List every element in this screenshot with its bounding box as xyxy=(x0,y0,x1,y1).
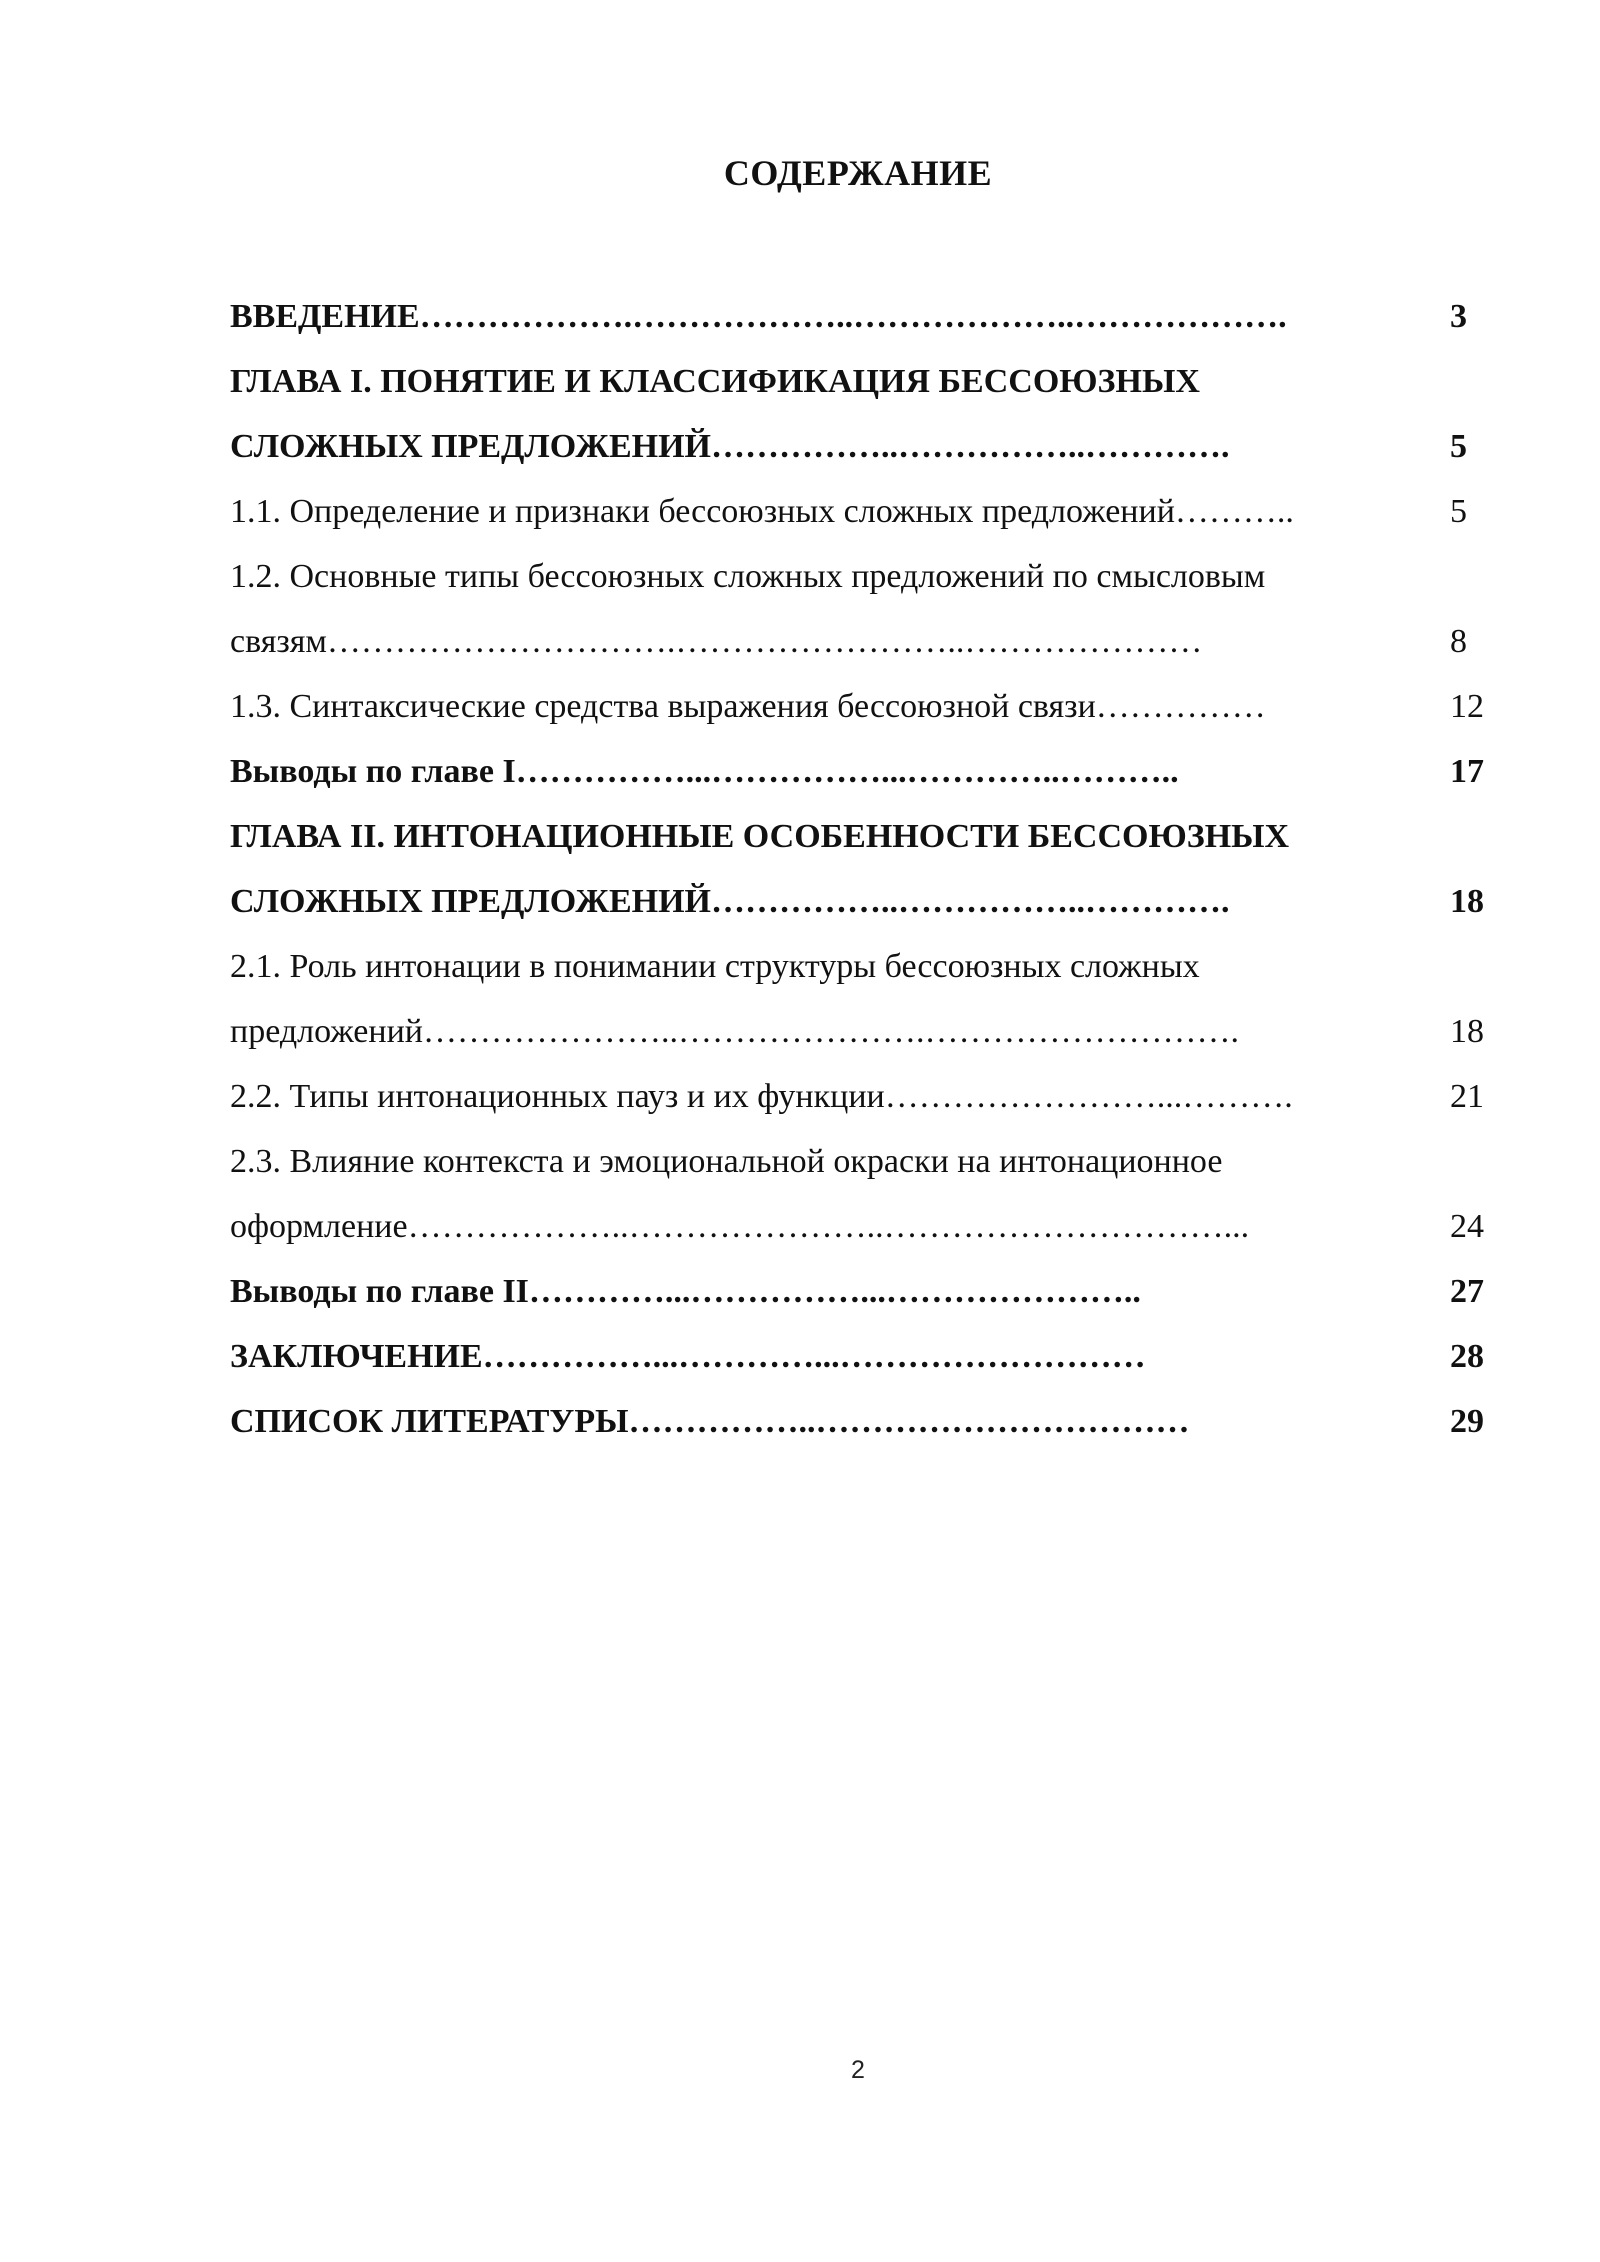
toc-entry-text: Выводы по главе I……………...……………...…………..……….. xyxy=(230,753,1179,790)
toc-line xyxy=(230,1389,1490,1454)
toc-line xyxy=(230,1324,1490,1389)
page-title: СОДЕРЖАНИЕ xyxy=(723,153,993,193)
toc-line xyxy=(230,1259,1490,1324)
toc-entry-text: предложений…………………..………………….………………………. xyxy=(230,1013,1239,1050)
toc-line xyxy=(230,414,1490,479)
toc-entry-text: 2.2. Типы интонационных пауз и их функции……………………...………. xyxy=(230,1078,1293,1115)
toc-entry-text: оформление………………..…………………..…………………………... xyxy=(230,1208,1250,1245)
toc-entry-text: ЗАКЛЮЧЕНИЕ……………...…………...……………………… xyxy=(230,1338,1146,1375)
toc-page-number: 5 xyxy=(1450,493,1467,530)
toc-page-number: 17 xyxy=(1450,753,1484,790)
toc-line xyxy=(230,544,1490,609)
toc-line xyxy=(230,349,1490,414)
toc-page-number: 8 xyxy=(1450,623,1467,660)
toc-entry-text: СЛОЖНЫХ ПРЕДЛОЖЕНИЙ……………..……………..…………. xyxy=(230,883,1230,920)
toc-page-number: 28 xyxy=(1450,1338,1484,1375)
toc-line xyxy=(230,609,1490,674)
toc-entry-text: Выводы по главе II…………...……………...………………….. xyxy=(230,1273,1141,1310)
toc-entry-text: ВВЕДЕНИЕ……………….………………..………………..………………. xyxy=(230,298,1287,335)
toc-line xyxy=(230,1064,1490,1129)
toc-entry-text: ГЛАВА II. ИНТОНАЦИОННЫЕ ОСОБЕННОСТИ БЕССОЮЗНЫХ xyxy=(230,818,1290,855)
toc-page-number: 3 xyxy=(1450,298,1467,335)
toc-page-number: 29 xyxy=(1450,1403,1484,1440)
toc-line xyxy=(230,1194,1490,1259)
toc-entry-text: 2.3. Влияние контекста и эмоциональной окраски на интонационное xyxy=(230,1143,1223,1180)
table-of-contents xyxy=(230,284,1490,1454)
toc-entry-text: СПИСОК ЛИТЕРАТУРЫ……………..…………………………… xyxy=(230,1403,1190,1440)
toc-page-number: 27 xyxy=(1450,1273,1484,1310)
toc-page-number: 5 xyxy=(1450,428,1467,465)
toc-entry-text: 1.1. Определение и признаки бессоюзных сложных предложений……….. xyxy=(230,493,1294,530)
toc-line xyxy=(230,284,1490,349)
toc-line xyxy=(230,739,1490,804)
toc-entry-text: 1.2. Основные типы бессоюзных сложных предложений по смысловым xyxy=(230,558,1266,595)
toc-line xyxy=(230,934,1490,999)
toc-entry-text: 1.3. Синтаксические средства выражения бессоюзной связи…………… xyxy=(230,688,1266,725)
toc-entry-text: связям………………………….……………………..………………… xyxy=(230,623,1203,660)
toc-entry-text: СЛОЖНЫХ ПРЕДЛОЖЕНИЙ……………..……………..…………. xyxy=(230,428,1230,465)
toc-line xyxy=(230,479,1490,544)
toc-line xyxy=(230,869,1490,934)
toc-page-number: 18 xyxy=(1450,883,1484,920)
toc-entry-text: ГЛАВА I. ПОНЯТИЕ И КЛАССИФИКАЦИЯ БЕССОЮЗНЫХ xyxy=(230,363,1200,400)
toc-line xyxy=(230,999,1490,1064)
toc-page-number: 12 xyxy=(1450,688,1484,725)
toc-entry-text: 2.1. Роль интонации в понимании структуры бессоюзных сложных xyxy=(230,948,1200,985)
toc-line xyxy=(230,804,1490,869)
toc-page-number: 24 xyxy=(1450,1208,1484,1245)
toc-line xyxy=(230,1129,1490,1194)
toc-page-number: 18 xyxy=(1450,1013,1484,1050)
toc-line xyxy=(230,674,1490,739)
page-number: 2 xyxy=(851,2056,865,2084)
toc-page-number: 21 xyxy=(1450,1078,1484,1115)
